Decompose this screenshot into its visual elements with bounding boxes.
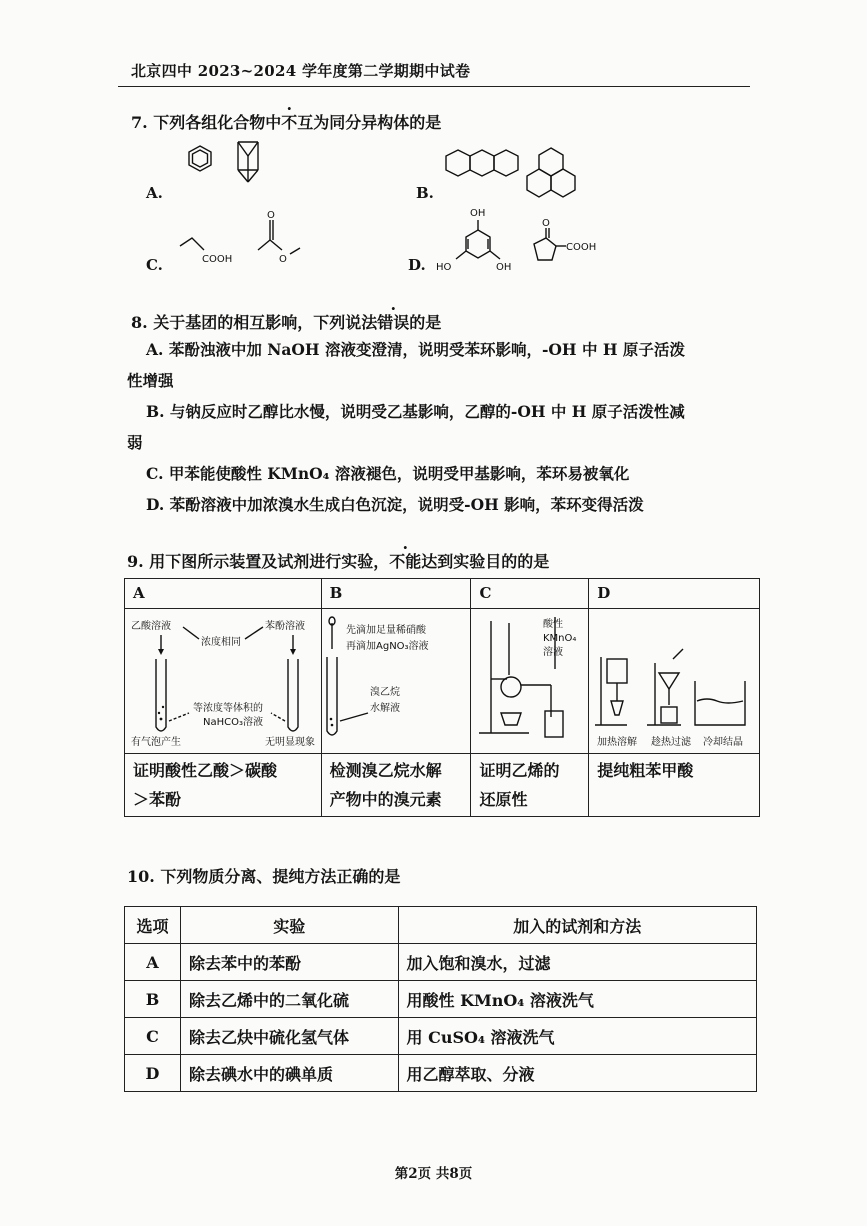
q10-row-b-experiment: 除去乙烯中的二氧化硫 — [180, 981, 398, 1018]
phloroglucinol-structure — [436, 208, 511, 273]
q9-header-row — [125, 579, 760, 609]
q7-option-c-label: C. — [146, 256, 163, 274]
svg-text:冷却结晶: 冷却结晶 — [703, 737, 744, 748]
svg-text:NaHCO₃溶液: NaHCO₃溶液 — [203, 717, 263, 728]
q10-col-method: 加入的试剂和方法 — [398, 907, 756, 944]
purification-steps-figure — [589, 609, 760, 753]
svg-text:O: O — [542, 218, 550, 229]
q10-row-c-method: 用 CuSO₄ 溶液洗气 — [398, 1018, 756, 1055]
q9-desc-c: 证明乙烯的 还原性 — [471, 754, 589, 817]
svg-text:酸性: 酸性 — [543, 619, 564, 630]
cooh-label: COOH — [202, 254, 233, 265]
q7-option-d-label: D. — [408, 256, 426, 274]
svg-text:溶液: 溶液 — [543, 647, 564, 658]
q10-header-row — [125, 907, 757, 944]
benzene-structure — [189, 146, 211, 171]
methyl-acetate-structure — [258, 210, 300, 265]
table-row — [125, 981, 757, 1018]
q10-row-c-option: C — [125, 1018, 181, 1055]
svg-text:再滴加AgNO₃溶液: 再滴加AgNO₃溶液 — [345, 641, 429, 652]
page-footer: 第2页 共8页 — [394, 1166, 473, 1182]
q8-option-a-line2: 性增强 — [127, 371, 174, 390]
q8-option-d: D. 苯酚溶液中加浓溴水生成白色沉淀，说明受-OH 影响，苯环变得活泼 — [146, 495, 644, 514]
q7-c-structures — [176, 210, 316, 270]
prismane-structure — [238, 142, 258, 182]
q10-row-a-option: A — [125, 944, 181, 981]
test-tube-comparison-figure — [125, 609, 322, 753]
svg-text:O: O — [267, 210, 275, 221]
q8-stem-emphasis: 错误 — [377, 313, 410, 332]
svg-text:苯酚溶液: 苯酚溶液 — [265, 621, 305, 632]
tricyclic-fused-structure — [527, 148, 575, 197]
q9-figure-a — [125, 609, 322, 754]
q9-apparatus-table — [124, 578, 760, 817]
q10-row-d-option: D — [125, 1055, 181, 1092]
svg-text:溴乙烷: 溴乙烷 — [369, 687, 400, 698]
q7-option-a-label: A. — [146, 184, 163, 202]
page-header: 北京四中 2023~2024 学年度第二学期期中试卷 — [131, 62, 471, 80]
q9-desc-b: 检测溴乙烷水解 产物中的溴元素 — [321, 754, 471, 817]
q7-option-b-label: B. — [416, 184, 434, 202]
q8-option-c: C. 甲苯能使酸性 KMnO₄ 溶液褪色，说明受甲基影响，苯环易被氧化 — [146, 464, 630, 483]
svg-text:先滴加足量稀硝酸: 先滴加足量稀硝酸 — [345, 625, 426, 636]
q9-header-d: D — [589, 579, 760, 609]
svg-text:加热溶解: 加热溶解 — [597, 737, 638, 748]
q10-methods-table — [124, 906, 757, 1092]
cyclopentanone-acid-structure — [534, 218, 596, 260]
q10-row-c-experiment: 除去乙炔中硫化氢气体 — [180, 1018, 398, 1055]
q9-stem-pre: 9. 用下图所示装置及试剂进行实验， — [127, 552, 390, 571]
svg-text:O: O — [279, 254, 287, 265]
q8-stem-pre: 8. 关于基团的相互影响，下列说法 — [131, 313, 378, 332]
q10-row-d-method: 用乙醇萃取、分液 — [398, 1055, 756, 1092]
q7-b-structures — [444, 148, 579, 200]
ethylene-apparatus-figure — [471, 609, 589, 753]
table-row — [125, 944, 757, 981]
q9-figure-c — [471, 609, 589, 754]
q10-row-a-method: 加入饱和溴水，过滤 — [398, 944, 756, 981]
svg-text:水解液: 水解液 — [369, 703, 400, 714]
q9-figure-row — [125, 609, 760, 754]
q8-option-b-line2: 弱 — [127, 433, 143, 452]
q10-row-b-method: 用酸性 KMnO₄ 溶液洗气 — [398, 981, 756, 1018]
q7-stem-pre: 7. 下列各组化合物中 — [131, 113, 282, 132]
q9-stem-post: 达到实验目的的是 — [421, 552, 550, 571]
svg-text:COOH: COOH — [566, 242, 597, 253]
q7-d-structures — [434, 204, 599, 276]
question-9-stem — [127, 549, 549, 572]
svg-text:趁热过滤: 趁热过滤 — [651, 737, 692, 748]
svg-text:OH: OH — [470, 208, 486, 219]
header-divider — [118, 86, 750, 87]
q8-option-b-line1: B. 与钠反应时乙醇比水慢，说明受乙基影响，乙醇的-OH 中 H 原子活泼性减 — [146, 402, 685, 421]
q10-row-b-option: B — [125, 981, 181, 1018]
q9-stem-emphasis: 不能 — [389, 552, 422, 571]
question-10-stem: 10. 下列物质分离、提纯方法正确的是 — [127, 867, 401, 886]
question-7-stem — [131, 110, 441, 133]
table-row — [125, 1055, 757, 1092]
svg-text:HO: HO — [436, 262, 452, 273]
q10-row-d-experiment: 除去碘水中的碘单质 — [180, 1055, 398, 1092]
dropper-test-figure — [322, 609, 472, 753]
tricyclic-linear-structure — [446, 150, 518, 176]
table-row — [125, 1018, 757, 1055]
q9-figure-d — [589, 609, 760, 754]
q9-figure-b — [321, 609, 471, 754]
q10-row-a-experiment: 除去苯中的苯酚 — [180, 944, 398, 981]
q7-a-structures — [180, 138, 280, 188]
q9-desc-d: 提纯粗苯甲酸 — [589, 754, 760, 817]
q9-description-row — [125, 754, 760, 817]
question-8-stem — [131, 310, 441, 333]
q9-header-a: A — [125, 579, 322, 609]
q9-desc-a: 证明酸性乙酸＞碳酸 ＞苯酚 — [125, 754, 322, 817]
q10-col-option: 选项 — [125, 907, 181, 944]
svg-text:浓度相同: 浓度相同 — [201, 637, 241, 648]
svg-text:无明显现象: 无明显现象 — [265, 737, 315, 748]
svg-text:OH: OH — [496, 262, 512, 273]
svg-text:有气泡产生: 有气泡产生 — [131, 737, 181, 748]
svg-text:乙酸溶液: 乙酸溶液 — [131, 621, 171, 632]
propanoic-acid-structure — [180, 238, 232, 265]
svg-text:等浓度等体积的: 等浓度等体积的 — [193, 703, 263, 714]
q8-stem-post: 的是 — [409, 313, 442, 332]
svg-text:KMnO₄: KMnO₄ — [543, 633, 577, 644]
q10-col-experiment: 实验 — [180, 907, 398, 944]
q7-stem-post: 互为同分异构体的是 — [297, 113, 442, 132]
q9-header-b: B — [321, 579, 471, 609]
q9-header-c: C — [471, 579, 589, 609]
q8-option-a-line1: A. 苯酚浊液中加 NaOH 溶液变澄清，说明受苯环影响，-OH 中 H 原子活泼 — [146, 340, 685, 359]
q7-stem-emphasis: 不 — [281, 113, 298, 132]
